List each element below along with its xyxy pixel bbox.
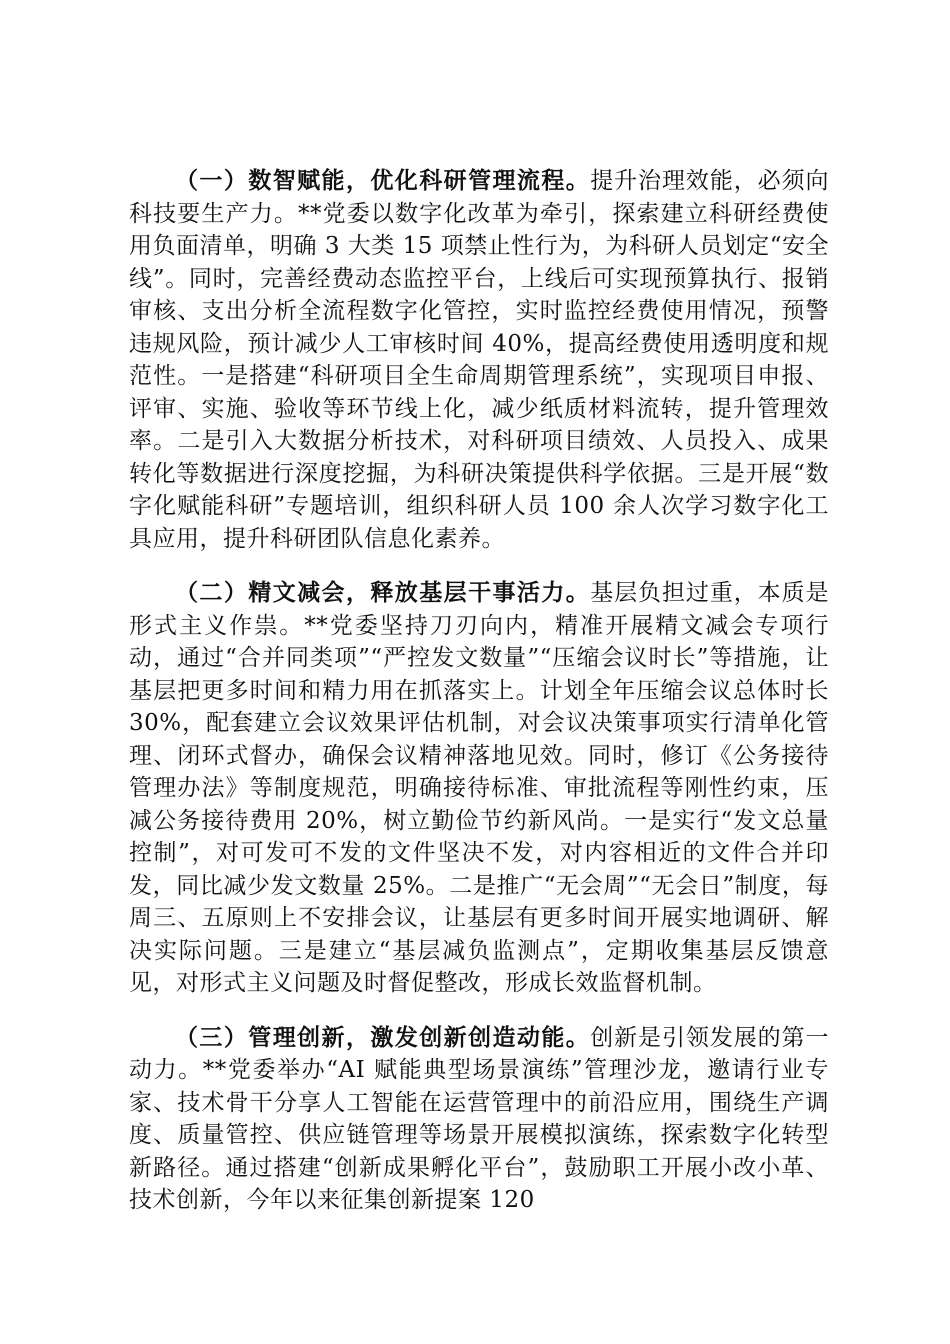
paragraph-2-body: 基层负担过重，本质是形式主义作祟。**党委坚持刀刃向内，精准开展精文减会专项行动，通过“合并同类项”“严控发文数量”“压缩会议时长”等措施，让基层把更多时间和精力用在抓落实上。计划全年压缩会议总体时长 30%，配套建立会议效果评估机制，对会议决策事项实行清单化管理、闭环式督办，确保会议精神落地见效。同时，修订《公务接待管理办法》等制度规范，明确接待标准、审批流程等刚性约束，压减公务接待费用 20%，树立勤俭节约新风尚。一是实行“发文总量控制”，对可发可不发的文件坚决不发，对内容相近的文件合并印发，同比减少发文数量 25%。二是推广“无会周”“无会日”制度，每周三、五原则上不安排会议，让基层有更多时间开展实地调研、解决实际问题。三是建立“基层减负监测点”，定期收集基层反馈意见，对形式主义问题及时督促整改，形成长效监督机制。 — [129, 580, 830, 996]
paragraph-3-heading: （三）管理创新，激发创新创造动能。 — [175, 1024, 591, 1051]
paragraph-3-body: 创新是引领发展的第一动力。**党委举办“AI 赋能典型场景演练”管理沙龙，邀请行业专家、技术骨干分享人工智能在运营管理中的前沿应用，围绕生产调度、质量管控、供应链管理等场景开展模拟演练，探索数字化转型新路径。通过搭建“创新成果孵化平台”，鼓励职工开展小改小革、技术创新，今年以来征集创新提案 120 — [129, 1024, 830, 1213]
paragraph-1-heading: （一）数智赋能，优化科研管理流程。 — [175, 168, 591, 194]
document-page — [129, 165, 829, 1217]
paragraph-2 — [129, 577, 829, 1000]
paragraph-1 — [129, 165, 829, 555]
paragraph-2-heading: （二）精文减会，释放基层干事活力。 — [175, 580, 591, 606]
paragraph-3 — [129, 1022, 829, 1217]
paragraph-1-body: 提升治理效能，必须向科技要生产力。**党委以数字化改革为牵引，探索建立科研经费使用负面清单，明确 3 大类 15 项禁止性行为，为科研人员划定“安全线”。同时，完善经费动态监控平台，上线后可实现预算执行、报销审核、支出分析全流程数字化管控，实时监控经费使用情况，预警违规风险，预计减少人工审核时间 40%，提高经费使用透明度和规范性。一是搭建“科研项目全生命周期管理系统”，实现项目申报、评审、实施、验收等环节线上化，减少纸质材料流转，提升管理效率。二是引入大数据分析技术，对科研项目绩效、人员投入、成果转化等数据进行深度挖掘，为科研决策提供科学依据。三是开展“数字化赋能科研”专题培训，组织科研人员 100 余人次学习数字化工具应用，提升科研团队信息化素养。 — [129, 168, 830, 552]
